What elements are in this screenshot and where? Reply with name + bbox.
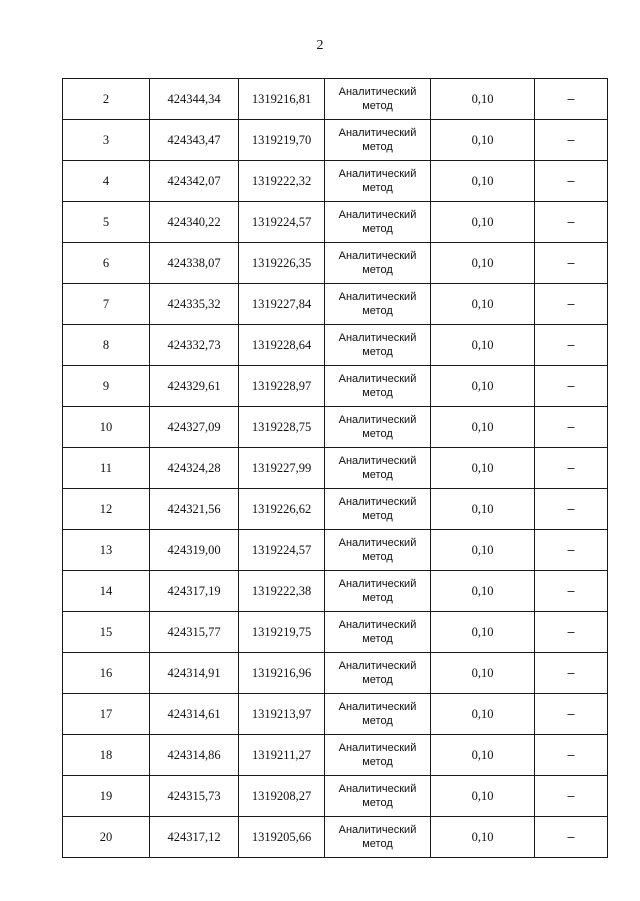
note-cell: – (535, 612, 608, 653)
point-number-cell: 17 (63, 694, 150, 735)
y-coordinate-cell: 1319211,27 (239, 735, 325, 776)
point-number-cell: 3 (63, 120, 150, 161)
x-coordinate-cell: 424327,09 (150, 407, 239, 448)
point-number-cell: 10 (63, 407, 150, 448)
table-row (63, 817, 608, 858)
method-line-2: метод (362, 346, 393, 358)
y-coordinate-cell: 1319222,32 (239, 161, 325, 202)
y-coordinate-cell: 1319227,99 (239, 448, 325, 489)
accuracy-cell: 0,10 (431, 530, 535, 571)
note-cell: – (535, 366, 608, 407)
point-number-cell: 19 (63, 776, 150, 817)
method-cell (325, 448, 431, 489)
point-number-cell: 7 (63, 284, 150, 325)
note-cell: – (535, 694, 608, 735)
accuracy-cell: 0,10 (431, 653, 535, 694)
method-line-2: метод (362, 510, 393, 522)
method-line-2: метод (362, 428, 393, 440)
x-coordinate-cell: 424329,61 (150, 366, 239, 407)
note-cell: – (535, 530, 608, 571)
method-cell (325, 284, 431, 325)
x-coordinate-cell: 424314,91 (150, 653, 239, 694)
method-cell (325, 489, 431, 530)
x-coordinate-cell: 424335,32 (150, 284, 239, 325)
method-line-1: Аналитический (338, 701, 417, 713)
point-number-cell: 13 (63, 530, 150, 571)
x-coordinate-cell: 424315,73 (150, 776, 239, 817)
note-cell: – (535, 407, 608, 448)
y-coordinate-cell: 1319226,35 (239, 243, 325, 284)
method-cell (325, 407, 431, 448)
note-cell: – (535, 776, 608, 817)
point-number-cell: 2 (63, 79, 150, 120)
accuracy-cell: 0,10 (431, 243, 535, 284)
x-coordinate-cell: 424314,86 (150, 735, 239, 776)
y-coordinate-cell: 1319224,57 (239, 202, 325, 243)
point-number-cell: 8 (63, 325, 150, 366)
table-row (63, 694, 608, 735)
note-cell: – (535, 161, 608, 202)
accuracy-cell: 0,10 (431, 694, 535, 735)
accuracy-cell: 0,10 (431, 120, 535, 161)
method-cell (325, 120, 431, 161)
method-cell (325, 79, 431, 120)
y-coordinate-cell: 1319216,96 (239, 653, 325, 694)
method-line-2: метод (362, 387, 393, 399)
method-cell (325, 653, 431, 694)
y-coordinate-cell: 1319228,75 (239, 407, 325, 448)
y-coordinate-cell: 1319228,64 (239, 325, 325, 366)
x-coordinate-cell: 424324,28 (150, 448, 239, 489)
accuracy-cell: 0,10 (431, 161, 535, 202)
table-row (63, 284, 608, 325)
accuracy-cell: 0,10 (431, 79, 535, 120)
table-row (63, 202, 608, 243)
table-row (63, 612, 608, 653)
accuracy-cell: 0,10 (431, 776, 535, 817)
coordinates-table (62, 78, 608, 858)
method-line-1: Аналитический (338, 537, 417, 549)
method-cell (325, 161, 431, 202)
method-line-2: метод (362, 592, 393, 604)
note-cell: – (535, 120, 608, 161)
table-row (63, 161, 608, 202)
method-line-2: метод (362, 141, 393, 153)
note-cell: – (535, 325, 608, 366)
x-coordinate-cell: 424338,07 (150, 243, 239, 284)
y-coordinate-cell: 1319208,27 (239, 776, 325, 817)
x-coordinate-cell: 424317,12 (150, 817, 239, 858)
method-cell (325, 366, 431, 407)
method-line-2: метод (362, 756, 393, 768)
note-cell: – (535, 79, 608, 120)
method-line-2: метод (362, 674, 393, 686)
method-cell (325, 735, 431, 776)
table-row (63, 776, 608, 817)
method-cell (325, 817, 431, 858)
page-number: 2 (316, 38, 324, 53)
accuracy-cell: 0,10 (431, 325, 535, 366)
method-cell (325, 243, 431, 284)
y-coordinate-cell: 1319205,66 (239, 817, 325, 858)
table-row (63, 79, 608, 120)
point-number-cell: 18 (63, 735, 150, 776)
x-coordinate-cell: 424319,00 (150, 530, 239, 571)
method-line-1: Аналитический (338, 824, 417, 836)
note-cell: – (535, 284, 608, 325)
point-number-cell: 11 (63, 448, 150, 489)
point-number-cell: 12 (63, 489, 150, 530)
table-row (63, 448, 608, 489)
method-cell (325, 571, 431, 612)
table-row (63, 120, 608, 161)
accuracy-cell: 0,10 (431, 817, 535, 858)
y-coordinate-cell: 1319216,81 (239, 79, 325, 120)
x-coordinate-cell: 424332,73 (150, 325, 239, 366)
method-line-1: Аналитический (338, 250, 417, 262)
method-line-1: Аналитический (338, 373, 417, 385)
accuracy-cell: 0,10 (431, 489, 535, 530)
point-number-cell: 4 (63, 161, 150, 202)
method-line-1: Аналитический (338, 660, 417, 672)
method-line-1: Аналитический (338, 168, 417, 180)
accuracy-cell: 0,10 (431, 571, 535, 612)
note-cell: – (535, 489, 608, 530)
method-line-1: Аналитический (338, 783, 417, 795)
table-row (63, 243, 608, 284)
method-cell (325, 325, 431, 366)
method-line-2: метод (362, 264, 393, 276)
method-cell (325, 530, 431, 571)
table-row (63, 489, 608, 530)
note-cell: – (535, 817, 608, 858)
point-number-cell: 14 (63, 571, 150, 612)
x-coordinate-cell: 424314,61 (150, 694, 239, 735)
table-row (63, 325, 608, 366)
method-line-1: Аналитический (338, 455, 417, 467)
method-line-1: Аналитический (338, 291, 417, 303)
y-coordinate-cell: 1319226,62 (239, 489, 325, 530)
accuracy-cell: 0,10 (431, 202, 535, 243)
method-line-2: метод (362, 797, 393, 809)
table-row (63, 735, 608, 776)
method-line-1: Аналитический (338, 209, 417, 221)
coordinates-table-body (63, 79, 608, 858)
method-line-2: метод (362, 551, 393, 563)
accuracy-cell: 0,10 (431, 284, 535, 325)
note-cell: – (535, 653, 608, 694)
point-number-cell: 15 (63, 612, 150, 653)
table-row (63, 530, 608, 571)
method-line-1: Аналитический (338, 127, 417, 139)
accuracy-cell: 0,10 (431, 366, 535, 407)
x-coordinate-cell: 424340,22 (150, 202, 239, 243)
y-coordinate-cell: 1319213,97 (239, 694, 325, 735)
method-line-2: метод (362, 633, 393, 645)
y-coordinate-cell: 1319227,84 (239, 284, 325, 325)
y-coordinate-cell: 1319219,70 (239, 120, 325, 161)
method-line-1: Аналитический (338, 332, 417, 344)
point-number-cell: 5 (63, 202, 150, 243)
accuracy-cell: 0,10 (431, 448, 535, 489)
table-row (63, 653, 608, 694)
method-line-2: метод (362, 715, 393, 727)
method-line-2: метод (362, 469, 393, 481)
method-line-2: метод (362, 100, 393, 112)
method-cell (325, 612, 431, 653)
point-number-cell: 6 (63, 243, 150, 284)
table-row (63, 407, 608, 448)
method-line-1: Аналитический (338, 496, 417, 508)
x-coordinate-cell: 424321,56 (150, 489, 239, 530)
point-number-cell: 20 (63, 817, 150, 858)
y-coordinate-cell: 1319224,57 (239, 530, 325, 571)
method-line-2: метод (362, 305, 393, 317)
point-number-cell: 9 (63, 366, 150, 407)
point-number-cell: 16 (63, 653, 150, 694)
note-cell: – (535, 448, 608, 489)
accuracy-cell: 0,10 (431, 612, 535, 653)
table-row (63, 366, 608, 407)
accuracy-cell: 0,10 (431, 407, 535, 448)
accuracy-cell: 0,10 (431, 735, 535, 776)
method-cell (325, 694, 431, 735)
x-coordinate-cell: 424343,47 (150, 120, 239, 161)
y-coordinate-cell: 1319222,38 (239, 571, 325, 612)
note-cell: – (535, 202, 608, 243)
y-coordinate-cell: 1319228,97 (239, 366, 325, 407)
note-cell: – (535, 243, 608, 284)
method-cell (325, 202, 431, 243)
method-line-2: метод (362, 182, 393, 194)
method-line-2: метод (362, 223, 393, 235)
x-coordinate-cell: 424315,77 (150, 612, 239, 653)
y-coordinate-cell: 1319219,75 (239, 612, 325, 653)
note-cell: – (535, 571, 608, 612)
x-coordinate-cell: 424344,34 (150, 79, 239, 120)
x-coordinate-cell: 424342,07 (150, 161, 239, 202)
note-cell: – (535, 735, 608, 776)
method-line-1: Аналитический (338, 578, 417, 590)
method-line-1: Аналитический (338, 742, 417, 754)
method-cell (325, 776, 431, 817)
method-line-2: метод (362, 838, 393, 850)
method-line-1: Аналитический (338, 414, 417, 426)
method-line-1: Аналитический (338, 619, 417, 631)
method-line-1: Аналитический (338, 86, 417, 98)
x-coordinate-cell: 424317,19 (150, 571, 239, 612)
table-row (63, 571, 608, 612)
